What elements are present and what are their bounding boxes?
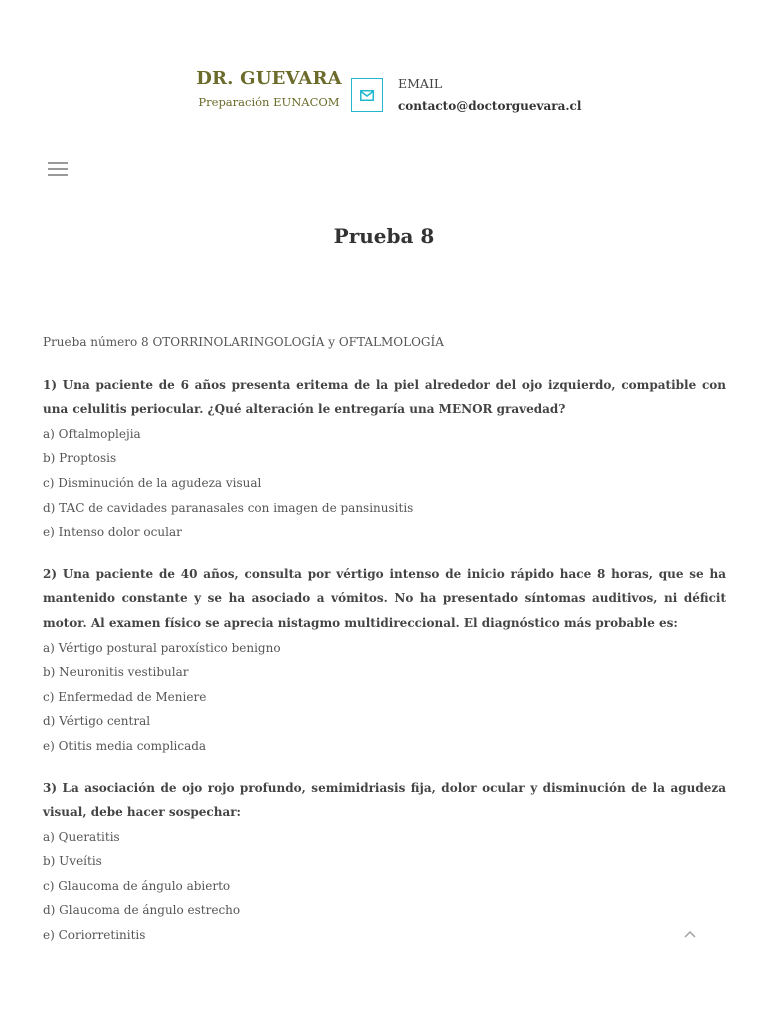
answer-option: d) TAC de cavidades paranasales con imagen de pansinusitis <box>43 500 414 515</box>
answer-option: a) Vértigo postural paroxístico benigno <box>43 640 281 655</box>
site-brand <box>196 66 342 111</box>
question-text: 2) Una paciente de 40 años, consulta por vértigo intenso de inicio rápido hace 8 horas, que se ha mantenido constante y se ha asociado a vómitos. No ha presentado síntomas auditivos, ni déficit motor. Al examen físico se aprecia nistagmo multidireccional. El diagnóstico más probable es: <box>43 566 726 630</box>
brand-subtitle: Preparación EUNACOM <box>198 95 340 109</box>
brand-title-link[interactable]: DR. GUEVARA <box>196 68 342 89</box>
email-address-link[interactable]: contacto@doctorguevara.cl <box>398 99 582 113</box>
back-to-top-button[interactable] <box>682 926 698 942</box>
question-text: 3) La asociación de ojo rojo profundo, semimidriasis fija, dolor ocular y disminución de la agudeza visual, debe hacer sospechar: <box>43 780 726 820</box>
question-1 <box>43 373 726 545</box>
answer-option: b) Neuronitis vestibular <box>43 665 189 680</box>
answer-option: a) Queratitis <box>43 829 120 844</box>
envelope-icon <box>360 90 374 101</box>
answer-option: e) Intenso dolor ocular <box>43 525 182 540</box>
email-contact <box>398 74 581 116</box>
answer-option: d) Vértigo central <box>43 714 151 729</box>
answer-option: c) Enfermedad de Meniere <box>43 689 207 704</box>
email-icon-box <box>351 78 383 112</box>
email-label: EMAIL <box>398 76 443 91</box>
chevron-up-icon <box>682 926 698 942</box>
answer-option: c) Disminución de la agudeza visual <box>43 475 262 490</box>
intro-text: Prueba número 8 OTORRINOLARINGOLOGÍA y OFTALMOLOGÍA <box>43 335 444 349</box>
answer-option: b) Uveítis <box>43 854 102 869</box>
answer-option: c) Glaucoma de ángulo abierto <box>43 878 231 893</box>
question-text: 1) Una paciente de 6 años presenta eritema de la piel alrededor del ojo izquierdo, compatible con una celulitis periocular. ¿Qué alteración le entregaría una MENOR gravedad? <box>43 377 726 417</box>
page-title: Prueba 8 <box>333 224 435 248</box>
answer-option: d) Glaucoma de ángulo estrecho <box>43 903 241 918</box>
question-3 <box>43 776 726 948</box>
answer-option: e) Coriorretinitis <box>43 928 146 943</box>
hamburger-menu-icon[interactable] <box>48 162 68 178</box>
article-content <box>43 330 726 965</box>
answer-option: b) Proptosis <box>43 451 117 466</box>
answer-option: a) Oftalmoplejia <box>43 426 141 441</box>
answer-option: e) Otitis media complicada <box>43 738 207 753</box>
question-2 <box>43 562 726 759</box>
